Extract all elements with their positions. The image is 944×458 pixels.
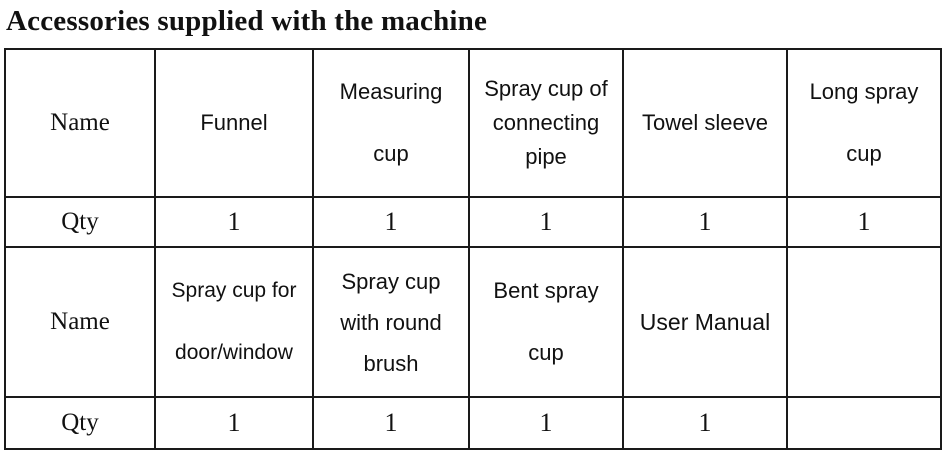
item-name-cell: Measuring cup bbox=[313, 49, 469, 197]
item-name-cell: Funnel bbox=[155, 49, 313, 197]
qty-value-cell: 1 bbox=[623, 397, 787, 449]
qty-value-cell: 1 bbox=[469, 197, 623, 247]
item-name-cell: Spray cup for door/window bbox=[155, 247, 313, 397]
page-title: Accessories supplied with the machine bbox=[6, 5, 488, 37]
qty-row bbox=[5, 397, 941, 449]
item-name-cell: Spray cup of connecting pipe bbox=[469, 49, 623, 197]
qty-value-cell: 1 bbox=[623, 197, 787, 247]
qty-label-cell: Qty bbox=[5, 397, 155, 449]
item-name-cell: Long spray cup bbox=[787, 49, 941, 197]
qty-label-cell: Qty bbox=[5, 197, 155, 247]
empty-cell bbox=[787, 247, 941, 397]
name-label-cell: Name bbox=[5, 49, 155, 197]
item-name-cell: Towel sleeve bbox=[623, 49, 787, 197]
name-label-cell: Name bbox=[5, 247, 155, 397]
name-row bbox=[5, 247, 941, 397]
qty-value-cell: 1 bbox=[155, 397, 313, 449]
item-name-cell: Bent spray cup bbox=[469, 247, 623, 397]
qty-value-cell: 1 bbox=[313, 397, 469, 449]
item-name-cell: Spray cup with round brush bbox=[313, 247, 469, 397]
name-row bbox=[5, 49, 941, 197]
qty-row bbox=[5, 197, 941, 247]
item-name-cell: User Manual bbox=[623, 247, 787, 397]
accessories-table bbox=[4, 48, 942, 450]
qty-value-cell: 1 bbox=[155, 197, 313, 247]
qty-value-cell: 1 bbox=[313, 197, 469, 247]
empty-cell bbox=[787, 397, 941, 449]
qty-value-cell: 1 bbox=[787, 197, 941, 247]
qty-value-cell: 1 bbox=[469, 397, 623, 449]
